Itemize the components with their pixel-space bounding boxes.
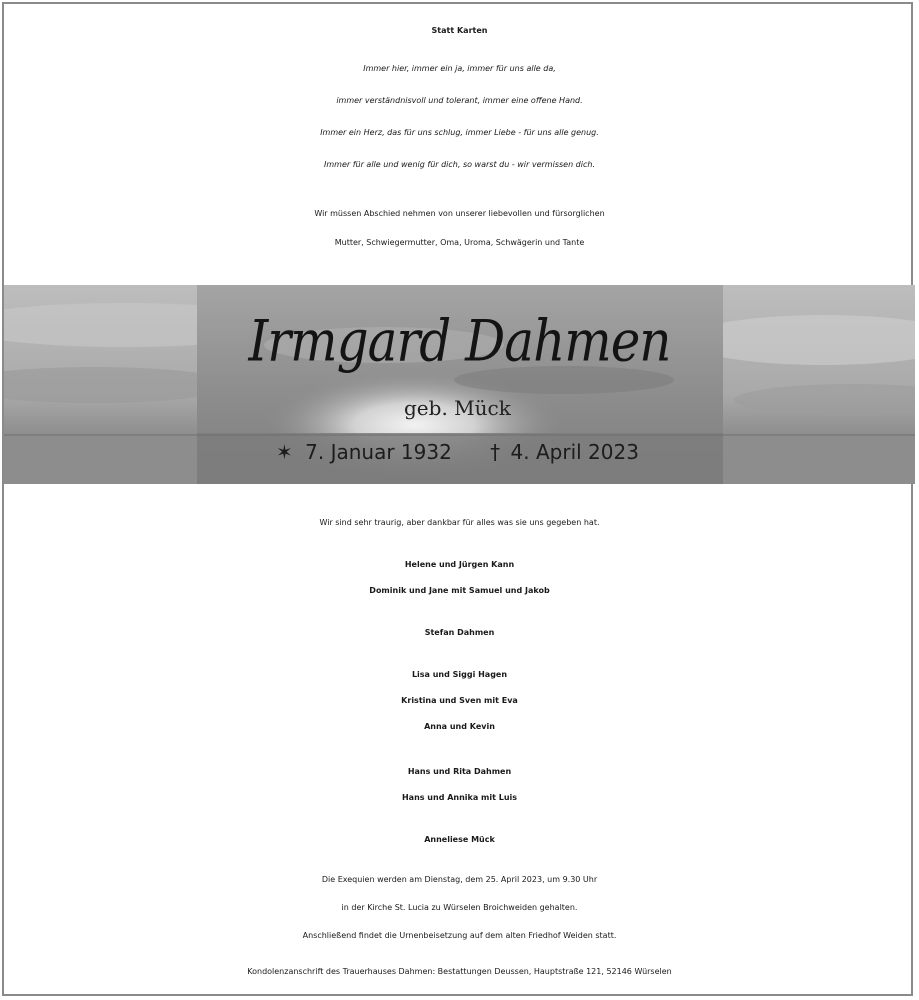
poem-line: Immer hier, immer ein ja, immer für uns alle da, xyxy=(363,64,556,73)
mourner-line: Hans und Annika mit Luis xyxy=(401,793,518,802)
life-dates xyxy=(276,440,639,464)
service-line: Anschließend findet die Urnenbeisetzung auf dem alten Friedhof Weiden statt. xyxy=(302,931,617,940)
condolence-address: Kondolenzanschrift des Trauerhauses Dahmen: Bestattungen Deussen, Hauptstraße 121, 52146 Würselen xyxy=(247,967,672,976)
notice-frame xyxy=(2,2,913,996)
service-line: Die Exequien werden am Dienstag, dem 25. April 2023, um 9.30 Uhr xyxy=(321,875,598,884)
death-cross-icon: † xyxy=(490,440,501,464)
mourner-line: Dominik und Jane mit Samuel und Jakob xyxy=(369,586,550,595)
mourner-line: Kristina und Sven mit Eva xyxy=(401,696,518,705)
birth-date: 7. Januar 1932 xyxy=(305,440,452,464)
intro-line: Wir müssen Abschied nehmen von unserer liebevollen und fürsorglichen xyxy=(314,209,605,218)
mourner-line: Lisa und Siggi Hagen xyxy=(411,670,508,679)
gratitude-text: Wir sind sehr traurig, aber dankbar für alles was sie uns gegeben hat. xyxy=(319,518,600,527)
poem-line: Immer ein Herz, das für uns schlug, immer Liebe - für uns alle genug. xyxy=(320,128,599,137)
notice-heading: Statt Karten xyxy=(431,26,488,35)
poem-line: immer verständnisvoll und tolerant, immer eine offene Hand. xyxy=(336,96,583,105)
maiden-name: geb. Mück xyxy=(404,396,511,420)
mourner-line: Helene und Jürgen Kann xyxy=(404,560,515,569)
intro-line: Mutter, Schwiegermutter, Oma, Uroma, Schwägerin und Tante xyxy=(334,238,585,247)
mourner-line: Hans und Rita Dahmen xyxy=(407,767,512,776)
mourner-line: Stefan Dahmen xyxy=(424,628,495,637)
birth-star-icon: ✶ xyxy=(276,440,293,464)
poem-line: Immer für alle und wenig für dich, so warst du - wir vermissen dich. xyxy=(324,160,595,169)
mourner-line: Anna und Kevin xyxy=(424,722,495,731)
service-line: in der Kirche St. Lucia zu Würselen Broichweiden gehalten. xyxy=(341,903,578,912)
deceased-name: Irmgard Dahmen xyxy=(248,307,671,375)
mourner-line: Anneliese Mück xyxy=(424,835,495,844)
death-date: 4. April 2023 xyxy=(510,440,639,464)
